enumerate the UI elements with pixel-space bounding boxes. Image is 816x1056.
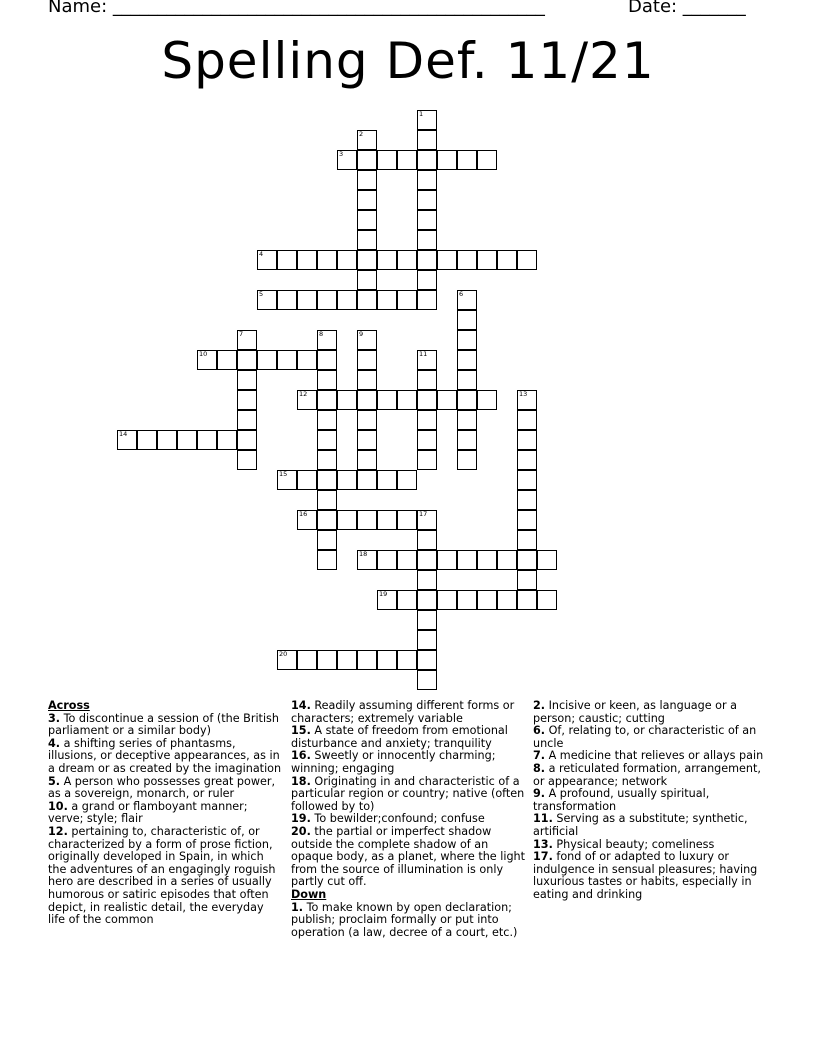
grid-cell[interactable]	[177, 430, 197, 450]
clue-text: Originating in and characteristic of a particular region or country; native (often followed by to)	[291, 774, 525, 813]
grid-cell[interactable]	[237, 350, 257, 370]
grid-cell[interactable]	[137, 430, 157, 450]
grid-cell[interactable]	[357, 270, 377, 290]
clue-text: Readily assuming different forms or characters; extremely variable	[291, 699, 515, 725]
grid-cell[interactable]	[357, 510, 377, 530]
clue-text: Physical beauty; comeliness	[552, 837, 715, 851]
grid-cell[interactable]	[337, 290, 357, 310]
grid-cell[interactable]	[537, 590, 557, 610]
grid-cell[interactable]	[317, 350, 337, 370]
grid-cell[interactable]	[517, 410, 537, 430]
grid-cell[interactable]	[417, 530, 437, 550]
grid-cell[interactable]	[457, 370, 477, 390]
grid-cell[interactable]	[517, 250, 537, 270]
clue-item	[533, 700, 769, 725]
clue-text: To discontinue a session of (the British parliament or a similar body)	[48, 711, 279, 738]
grid-cell[interactable]	[457, 250, 477, 270]
grid-cell[interactable]	[257, 350, 277, 370]
grid-cell[interactable]	[397, 390, 417, 410]
clue-text: fond of or adapted to luxury or indulgence in sensual pleasures; having luxurious tastes or habits, especially in eating and drinking	[533, 850, 758, 901]
grid-cell[interactable]	[377, 650, 397, 670]
clue-number-label: 10.	[48, 799, 68, 813]
grid-cell[interactable]	[277, 250, 297, 270]
grid-cell[interactable]	[517, 530, 537, 550]
grid-cell[interactable]	[517, 550, 537, 570]
grid-cell[interactable]	[417, 250, 437, 270]
grid-cell[interactable]	[457, 150, 477, 170]
clue-number-label: 4.	[48, 736, 61, 750]
clue-number-label: 17.	[533, 850, 553, 864]
grid-cell[interactable]	[497, 250, 517, 270]
grid-cell[interactable]	[117, 430, 137, 450]
grid-cell[interactable]	[457, 430, 477, 450]
clue-number-label: 7.	[533, 749, 546, 763]
clue-number: 4	[259, 250, 264, 258]
grid-cell[interactable]	[457, 390, 477, 410]
name-field-label[interactable]: Name: ________________________________________________	[48, 0, 545, 17]
grid-cell[interactable]	[237, 390, 257, 410]
grid-cell[interactable]	[437, 250, 457, 270]
grid-cell[interactable]	[157, 430, 177, 450]
page-title: Spelling Def. 11/21	[161, 32, 655, 90]
grid-cell[interactable]	[517, 430, 537, 450]
clue-column-3	[533, 700, 769, 902]
clue-text: a shifting series of phantasms, illusions, or deceptive appearances, as in a dream or as created by the imagination	[48, 736, 282, 775]
grid-cell[interactable]	[417, 170, 437, 190]
grid-cell[interactable]	[397, 590, 417, 610]
clue-item	[291, 826, 527, 889]
grid-cell[interactable]	[297, 510, 317, 530]
clue-number: 8	[319, 330, 324, 338]
clue-item	[291, 902, 527, 940]
date-field-label[interactable]: Date: _______	[628, 0, 746, 17]
grid-cell[interactable]	[337, 150, 357, 170]
grid-cell[interactable]	[437, 590, 457, 610]
clue-number-label: 3.	[48, 711, 61, 725]
clue-item	[48, 738, 284, 776]
clue-text: a reticulated formation, arrangement, or appearance; network	[533, 761, 761, 788]
clue-number-label: 2.	[533, 699, 546, 712]
clue-text: Of, relating to, or characteristic of an uncle	[533, 724, 757, 750]
clue-number: 3	[339, 150, 344, 158]
clue-number: 19	[379, 590, 388, 598]
clue-number-label: 12.	[48, 824, 68, 838]
grid-cell[interactable]	[377, 510, 397, 530]
clue-item	[48, 826, 284, 927]
grid-cell[interactable]	[277, 290, 297, 310]
grid-cell[interactable]	[317, 290, 337, 310]
grid-cell[interactable]	[377, 550, 397, 570]
clue-number: 7	[239, 330, 244, 338]
grid-cell[interactable]	[357, 650, 377, 670]
grid-cell[interactable]	[417, 430, 437, 450]
grid-cell[interactable]	[477, 590, 497, 610]
clue-item	[533, 763, 769, 788]
grid-cell[interactable]	[317, 490, 337, 510]
clue-item	[533, 788, 769, 813]
grid-cell[interactable]	[397, 290, 417, 310]
clue-text: the partial or imperfect shadow outside the complete shadow of an opaque body, as a planet, where the light from the source of illumination is only partly cut off.	[291, 824, 526, 889]
grid-cell[interactable]	[357, 150, 377, 170]
clue-text: Serving as a substitute; synthetic, artificial	[533, 812, 748, 838]
grid-cell[interactable]	[417, 190, 437, 210]
grid-cell[interactable]	[317, 650, 337, 670]
grid-cell[interactable]	[417, 370, 437, 390]
grid-cell[interactable]	[337, 650, 357, 670]
grid-cell[interactable]	[417, 450, 437, 470]
grid-cell[interactable]	[457, 450, 477, 470]
grid-cell[interactable]	[337, 390, 357, 410]
clue-text: Sweetly or innocently charming; winning; engaging	[291, 749, 496, 775]
grid-cell[interactable]	[417, 270, 437, 290]
clue-number-label: 16.	[291, 749, 311, 763]
grid-cell[interactable]	[417, 570, 437, 590]
grid-cell[interactable]	[317, 530, 337, 550]
grid-cell[interactable]	[477, 390, 497, 410]
grid-cell[interactable]	[417, 110, 437, 130]
grid-cell[interactable]	[297, 290, 317, 310]
grid-cell[interactable]	[397, 150, 417, 170]
grid-cell[interactable]	[457, 290, 477, 310]
grid-cell[interactable]	[357, 410, 377, 430]
grid-cell[interactable]	[377, 390, 397, 410]
grid-cell[interactable]	[457, 590, 477, 610]
grid-cell[interactable]	[297, 390, 317, 410]
clue-text: pertaining to, characteristic of, or characterized by a form of prose fiction, originally developed in Spain, in which the adventures of an engagingly roguish hero are described in a series of usually humorous or satiric episodes that often depict, in realistic detail, the everyday life of the common	[48, 824, 276, 927]
clue-text: A person who possesses great power, as a sovereign, monarch, or ruler	[48, 774, 276, 801]
clue-number-label: 11.	[533, 812, 553, 826]
grid-cell[interactable]	[357, 170, 377, 190]
grid-cell[interactable]	[417, 590, 437, 610]
clue-number-label: 14.	[291, 699, 311, 712]
clue-number: 5	[259, 290, 264, 298]
clue-number-label: 5.	[48, 774, 61, 788]
clue-text: To make known by open declaration; publish; proclaim formally or put into operation (a law, decree of a court, etc.)	[291, 900, 518, 939]
clue-number-label: 18.	[291, 774, 311, 788]
grid-cell[interactable]	[357, 350, 377, 370]
grid-cell[interactable]	[457, 350, 477, 370]
grid-cell[interactable]	[397, 650, 417, 670]
clue-number: 9	[359, 330, 364, 338]
grid-cell[interactable]	[217, 430, 237, 450]
grid-cell[interactable]	[317, 390, 337, 410]
clue-text: A medicine that relieves or allays pain	[545, 749, 764, 763]
grid-cell[interactable]	[437, 550, 457, 570]
grid-cell[interactable]	[337, 470, 357, 490]
grid-cell[interactable]	[317, 410, 337, 430]
clue-number: 18	[359, 550, 368, 558]
clue-number-label: 1.	[291, 900, 304, 914]
grid-cell[interactable]	[257, 290, 277, 310]
grid-cell[interactable]	[297, 650, 317, 670]
grid-cell[interactable]	[237, 430, 257, 450]
clue-column-2	[291, 700, 527, 939]
grid-cell[interactable]	[237, 330, 257, 350]
grid-cell[interactable]	[357, 130, 377, 150]
grid-cell[interactable]	[397, 250, 417, 270]
grid-cell[interactable]	[197, 350, 217, 370]
grid-cell[interactable]	[517, 590, 537, 610]
clue-number: 1	[419, 110, 424, 118]
grid-cell[interactable]	[517, 510, 537, 530]
clue-number-label: 9.	[533, 787, 546, 801]
grid-cell[interactable]	[237, 450, 257, 470]
grid-cell[interactable]	[317, 550, 337, 570]
grid-cell[interactable]	[237, 410, 257, 430]
grid-cell[interactable]	[357, 550, 377, 570]
grid-cell[interactable]	[517, 390, 537, 410]
grid-cell[interactable]	[377, 290, 397, 310]
grid-cell[interactable]	[517, 570, 537, 590]
clue-text: To bewilder;confound; confuse	[310, 812, 485, 826]
grid-cell[interactable]	[217, 350, 237, 370]
clue-number-label: 20.	[291, 824, 311, 838]
grid-cell[interactable]	[417, 290, 437, 310]
grid-cell[interactable]	[417, 390, 437, 410]
grid-cell[interactable]	[357, 230, 377, 250]
clue-item	[48, 801, 284, 826]
grid-cell[interactable]	[377, 470, 397, 490]
grid-cell[interactable]	[317, 370, 337, 390]
grid-cell[interactable]	[457, 330, 477, 350]
grid-cell[interactable]	[517, 450, 537, 470]
clue-text: A profound, usually spiritual, transformation	[533, 787, 710, 813]
clue-item	[48, 713, 284, 738]
grid-cell[interactable]	[477, 550, 497, 570]
grid-cell[interactable]	[477, 250, 497, 270]
grid-cell[interactable]	[397, 550, 417, 570]
clue-number: 2	[359, 130, 364, 138]
grid-cell[interactable]	[357, 290, 377, 310]
grid-cell[interactable]	[197, 430, 217, 450]
clue-number-label: 19.	[291, 812, 311, 826]
grid-cell[interactable]	[537, 550, 557, 570]
grid-cell[interactable]	[517, 490, 537, 510]
grid-cell[interactable]	[297, 470, 317, 490]
grid-cell[interactable]	[457, 310, 477, 330]
clue-number: 13	[519, 390, 528, 398]
grid-cell[interactable]	[497, 550, 517, 570]
clue-column-1	[48, 700, 284, 927]
clue-item	[291, 725, 527, 750]
clue-item	[533, 851, 769, 901]
grid-cell[interactable]	[477, 150, 497, 170]
clue-number: 16	[299, 510, 308, 518]
grid-cell[interactable]	[417, 550, 437, 570]
grid-cell[interactable]	[397, 510, 417, 530]
grid-cell[interactable]	[317, 510, 337, 530]
grid-cell[interactable]	[317, 250, 337, 270]
grid-cell[interactable]	[277, 350, 297, 370]
clue-number-label: 13.	[533, 837, 553, 851]
grid-cell[interactable]	[337, 250, 357, 270]
grid-cell[interactable]	[417, 210, 437, 230]
grid-cell[interactable]	[357, 210, 377, 230]
grid-cell[interactable]	[317, 450, 337, 470]
clue-number: 12	[299, 390, 308, 398]
grid-cell[interactable]	[237, 370, 257, 390]
clue-number: 20	[279, 650, 288, 658]
grid-cell[interactable]	[357, 370, 377, 390]
clue-number-label: 15.	[291, 724, 311, 738]
grid-cell[interactable]	[357, 450, 377, 470]
grid-cell[interactable]	[457, 410, 477, 430]
grid-cell[interactable]	[257, 250, 277, 270]
clue-item	[291, 750, 527, 775]
grid-cell[interactable]	[417, 350, 437, 370]
grid-cell[interactable]	[417, 150, 437, 170]
grid-cell[interactable]	[317, 430, 337, 450]
grid-cell[interactable]	[417, 650, 437, 670]
grid-cell[interactable]	[437, 390, 457, 410]
grid-cell[interactable]	[417, 610, 437, 630]
clue-text: A state of freedom from emotional disturbance and anxiety; tranquility	[291, 724, 508, 750]
grid-cell[interactable]	[277, 470, 297, 490]
grid-cell[interactable]	[377, 150, 397, 170]
clue-number: 6	[459, 290, 464, 298]
clue-number: 11	[419, 350, 428, 358]
clue-item	[533, 813, 769, 838]
clue-number-label: 8.	[533, 761, 546, 775]
grid-cell[interactable]	[357, 250, 377, 270]
grid-cell[interactable]	[317, 330, 337, 350]
grid-cell[interactable]	[337, 510, 357, 530]
clue-number: 14	[119, 430, 128, 438]
grid-cell[interactable]	[277, 650, 297, 670]
clue-item	[533, 725, 769, 750]
grid-cell[interactable]	[417, 630, 437, 650]
grid-cell[interactable]	[317, 470, 337, 490]
grid-cell[interactable]	[357, 190, 377, 210]
clue-number-label: 6.	[533, 724, 546, 738]
grid-cell[interactable]	[517, 470, 537, 490]
clue-text: a grand or flamboyant manner; verve; style; flair	[48, 799, 248, 826]
grid-cell[interactable]	[417, 130, 437, 150]
grid-cell[interactable]	[357, 430, 377, 450]
clue-number: 15	[279, 470, 288, 478]
section-heading: Down	[291, 887, 327, 901]
clue-item	[291, 776, 527, 814]
grid-cell[interactable]	[417, 410, 437, 430]
grid-cell[interactable]	[437, 150, 457, 170]
grid-cell[interactable]	[357, 390, 377, 410]
clue-number: 10	[199, 350, 208, 358]
grid-cell[interactable]	[417, 230, 437, 250]
clue-text: Incisive or keen, as language or a person; caustic; cutting	[533, 699, 738, 725]
grid-cell[interactable]	[297, 250, 317, 270]
clue-item	[48, 776, 284, 801]
grid-cell[interactable]	[357, 470, 377, 490]
grid-cell[interactable]	[377, 250, 397, 270]
grid-cell[interactable]	[417, 510, 437, 530]
clue-item	[291, 700, 527, 725]
grid-cell[interactable]	[397, 470, 417, 490]
section-heading: Across	[48, 699, 90, 712]
grid-cell[interactable]	[377, 590, 397, 610]
grid-cell[interactable]	[497, 590, 517, 610]
grid-cell[interactable]	[457, 550, 477, 570]
grid-cell[interactable]	[417, 670, 437, 690]
grid-cell[interactable]	[357, 330, 377, 350]
grid-cell[interactable]	[297, 350, 317, 370]
clue-number: 17	[419, 510, 428, 518]
